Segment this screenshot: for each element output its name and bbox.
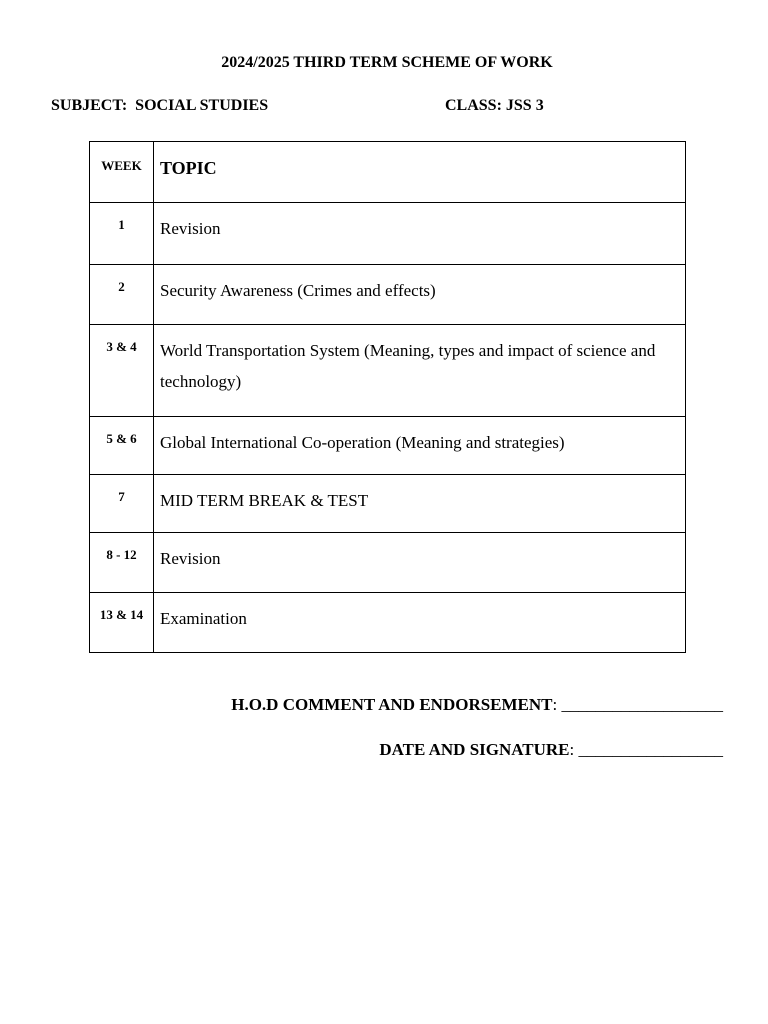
week-cell: 2 [90,265,154,325]
topic-cell: Revision [154,203,686,265]
scheme-table [89,141,686,653]
table-row [90,417,686,475]
table-row [90,475,686,533]
table-row [90,265,686,325]
topic-cell: Examination [154,593,686,653]
date-signature-label: DATE AND SIGNATURE [379,740,570,759]
topic-cell: MID TERM BREAK & TEST [154,475,686,533]
table-row [90,533,686,593]
week-cell: 13 & 14 [90,593,154,653]
topic-column-header: TOPIC [154,142,686,203]
document-title: 2024/2025 THIRD TERM SCHEME OF WORK [221,54,553,71]
week-cell: 8 - 12 [90,533,154,593]
week-column-header: WEEK [90,142,154,203]
week-cell: 1 [90,203,154,265]
topic-cell: Security Awareness (Crimes and effects) [154,265,686,325]
week-cell: 7 [90,475,154,533]
table-row [90,203,686,265]
subject-line: SUBJECT: SOCIAL STUDIES [51,97,269,114]
hod-endorsement-label: H.O.D COMMENT AND ENDORSEMENT [231,695,553,714]
class-line: CLASS: JSS 3 [445,97,544,114]
hod-endorsement-blank: : ___________________ [552,695,723,714]
table-row [90,325,686,417]
week-cell: 5 & 6 [90,417,154,475]
date-signature-blank: : _________________ [569,740,723,759]
topic-cell: Revision [154,533,686,593]
date-signature-line [379,740,723,760]
hod-endorsement-line [231,695,723,715]
table-header-row [90,142,686,203]
table-row [90,593,686,653]
week-cell: 3 & 4 [90,325,154,417]
topic-cell: World Transportation System (Meaning, types and impact of science and technology) [154,325,686,417]
topic-cell: Global International Co-operation (Meaning and strategies) [154,417,686,475]
